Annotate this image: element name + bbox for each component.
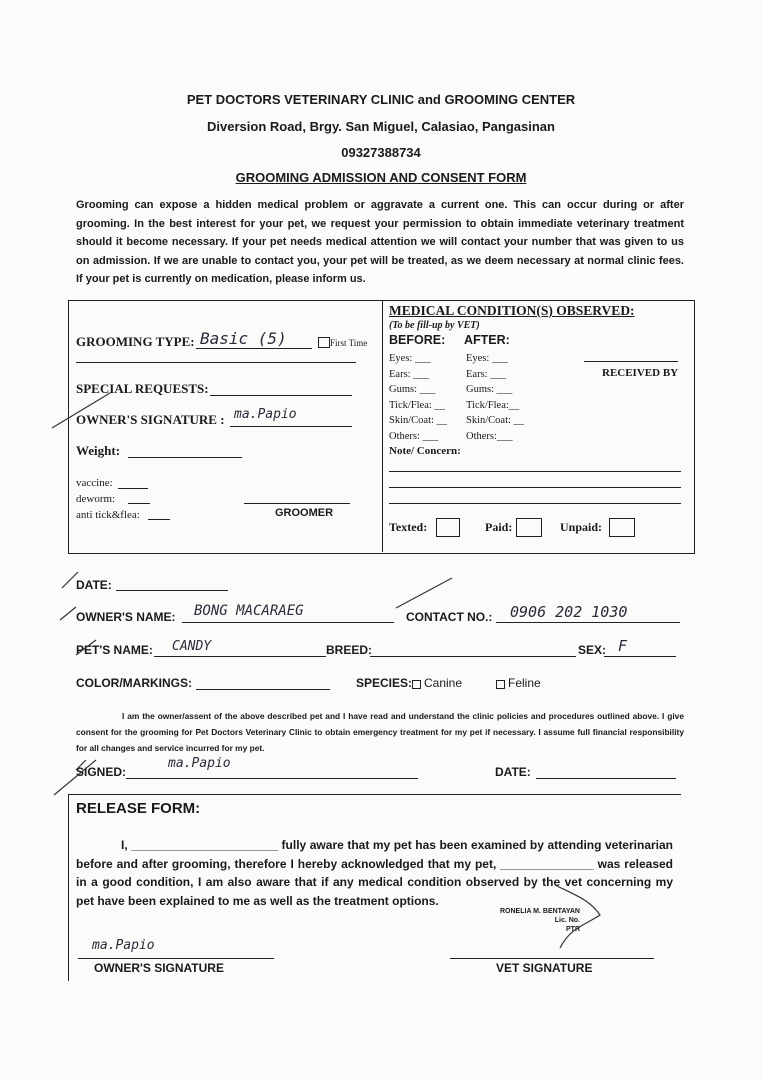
- after-item: Tick/Flea:__: [466, 399, 520, 411]
- contact-value[interactable]: 0906 202 1030: [510, 603, 628, 621]
- after-label: AFTER:: [464, 333, 510, 347]
- breed-label: BREED:: [326, 643, 373, 657]
- owner-signature-caption: OWNER'S SIGNATURE: [94, 961, 224, 975]
- signed-date-label: DATE:: [495, 765, 531, 779]
- before-item: Tick/Flea: __: [389, 399, 445, 411]
- before-item: Gums: ___: [389, 384, 436, 395]
- pen-tick-mark: [76, 760, 86, 770]
- owner-name-value[interactable]: BONG MACARAEG: [194, 603, 304, 619]
- stamp-name: RONELIA M. BENTAYAN: [500, 908, 580, 915]
- unpaid-label: Unpaid:: [560, 520, 603, 534]
- before-item: Others: ___: [389, 430, 439, 442]
- owner-signature-value[interactable]: ma.Papio: [234, 407, 297, 422]
- grooming-type-label: GROOMING TYPE:: [76, 334, 195, 349]
- intro-paragraph: Grooming can expose a hidden medical problem or aggravate a current one. This can occur during or after grooming. In the best interest for your pet, we request your permission to obtain immediate veterinary treatment should it become necessary. If your pet needs medical attention we will contact your number that was given to us on admission. If we are unable to contact you, your pet will be treated, as we deem necessary at normal clinic fees. If your pet is currently on medication, please inform us.: [76, 199, 684, 285]
- signed-value[interactable]: ma.Papio: [168, 756, 231, 771]
- clinic-phone: 09327388734: [341, 145, 421, 160]
- vet-signature-scribble: [555, 885, 600, 948]
- pen-tick-mark: [60, 607, 76, 620]
- medical-subtitle: (To be fill-up by VET): [389, 320, 480, 331]
- deworm-label: deworm:: [76, 493, 116, 505]
- weight-label: Weight:: [76, 443, 121, 458]
- release-paragraph: I, ______________________ fully aware that my pet has been examined by attending veterinarian before and after grooming, therefore I hereby acknowledged that my pet, ______________ was released in a good condition, I am also aware that if any medical condition observed by the vet concerning my pet have been explained to me as well as the treatment options.: [76, 838, 673, 908]
- before-label: BEFORE:: [389, 333, 446, 347]
- pen-tick-mark: [52, 393, 110, 428]
- stamp-ptr: PTR: [566, 926, 580, 933]
- clinic-address: Diversion Road, Brgy. San Miguel, Calasiao, Pangasinan: [207, 119, 555, 134]
- release-owner-signature[interactable]: ma.Papio: [92, 938, 155, 953]
- species-label: SPECIES:: [356, 676, 413, 690]
- color-label: COLOR/MARKINGS:: [76, 676, 192, 690]
- texted-label: Texted:: [389, 520, 428, 534]
- after-item: Gums: ___: [466, 384, 513, 395]
- owner-signature-label: OWNER'S SIGNATURE :: [76, 412, 225, 427]
- before-item: Eyes: ___: [389, 353, 431, 364]
- pet-name-value[interactable]: CANDY: [172, 639, 212, 654]
- sex-value[interactable]: F: [618, 637, 628, 655]
- date-label: DATE:: [76, 578, 112, 592]
- after-item: Ears: ___: [466, 368, 506, 380]
- grooming-type-value[interactable]: Basic (5): [200, 329, 287, 348]
- release-title: RELEASE FORM:: [76, 800, 201, 817]
- vaccine-label: vaccine:: [76, 477, 113, 489]
- sex-label: SEX:: [578, 643, 607, 657]
- signed-label: SIGNED:: [76, 765, 127, 779]
- consent-paragraph: I am the owner/assent of the above described pet and I have read and understand the clinic policies and procedures outlined above. I give consent for the grooming for Pet Doctors Veterinary Clinic to obtain emergency treatment for my pet if necessary. I assume full financial responsibility for all changes and service incurred for my pet.: [76, 711, 684, 753]
- feline-label: Feline: [508, 676, 541, 690]
- stamp-lic: Lic. No.: [554, 917, 580, 924]
- note-label: Note/ Concern:: [389, 445, 461, 457]
- medical-title: MEDICAL CONDITION(S) OBSERVED:: [389, 303, 635, 318]
- canine-label: Canine: [424, 676, 463, 690]
- special-requests-label: SPECIAL REQUESTS:: [76, 381, 209, 396]
- clinic-name: PET DOCTORS VETERINARY CLINIC and GROOMING CENTER: [186, 92, 576, 107]
- before-item: Ears: ___: [389, 368, 429, 380]
- pen-tick-mark: [54, 760, 96, 795]
- pen-tick-mark: [396, 578, 452, 608]
- after-item: Others:___: [466, 430, 513, 442]
- owner-name-label: OWNER'S NAME:: [76, 610, 176, 624]
- pet-name-label: PET'S NAME:: [76, 643, 153, 657]
- after-item: Skin/Coat: __: [466, 415, 525, 426]
- after-item: Eyes: ___: [466, 353, 508, 364]
- groomer-label: GROOMER: [275, 507, 334, 519]
- contact-label: CONTACT NO.:: [406, 610, 493, 624]
- vet-signature-caption: VET SIGNATURE: [496, 961, 593, 975]
- anti-tick-label: anti tick&flea:: [76, 509, 140, 521]
- received-by-label: RECEIVED BY: [602, 367, 679, 379]
- first-time-label: First Time: [330, 338, 368, 348]
- paid-label: Paid:: [485, 520, 513, 534]
- form-title: GROOMING ADMISSION AND CONSENT FORM: [235, 170, 527, 185]
- pen-tick-mark: [62, 572, 78, 588]
- before-item: Skin/Coat: __: [389, 415, 448, 426]
- pen-tick-mark: [76, 640, 96, 655]
